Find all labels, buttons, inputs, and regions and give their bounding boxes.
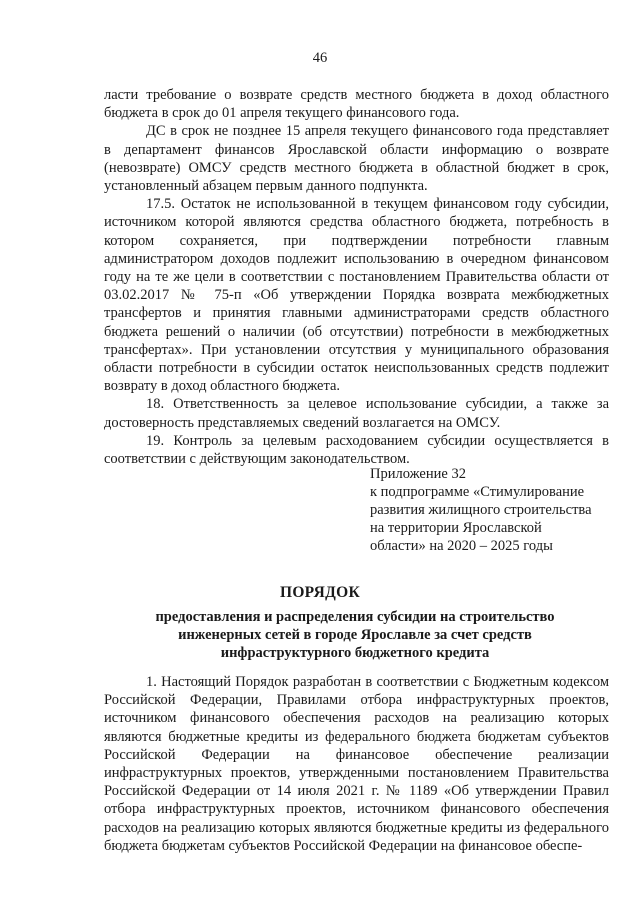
document-subtitle [120,608,590,662]
body-text-top [104,86,609,468]
document-title: ПОРЯДОК [279,584,361,601]
appendix-line: на территории Ярославской [370,520,542,536]
appendix-line: развития жилищного строительства [370,502,592,518]
appendix-line: области» на 2020 – 2025 годы [370,538,553,554]
subtitle-line: инфраструктурного бюджетного кредита [220,645,490,661]
paragraph-17-5: 17.5. Остаток не использованной в текущем финансовом году субсидии, источником которой являются средства областного бюджета, потребность в котором сохраняется, при подтверждении потребности главным администратором доходов подлежит использованию в очередном финансовом году на те же цели в соответствии с постановлением Правительства области от 03.02.2017 № 75-п «Об утверждении Порядка возврата межбюджетных трансфертов и принятия главными администраторами средств областного бюджета решений о наличии (об отсутствии) потребности в межбюджетных трансфертах». При установлении отсутствия у муниципального образования области потребности в субсидии остаток неиспользованных средств подлежит возврату в доход областного бюджета. [104,196,609,395]
appendix-line: Приложение 32 [370,466,466,482]
appendix-line: к подпрограмме «Стимулирование [370,484,585,500]
paragraph-19: 19. Контроль за целевым расходованием субсидии осуществляется в соответствии с действующим законодательством. [104,432,609,468]
body-text-bottom [104,673,609,855]
page-number: 46 [312,50,328,66]
subtitle-line: инженерных сетей в городе Ярославле за счет средств [178,627,532,643]
subtitle-line: предоставления и распределения субсидии на строительство [155,609,555,625]
paragraph-continuation: ласти требование о возврате средств местного бюджета в доход областного бюджета в срок до 01 апреля текущего финансового года. [104,87,609,122]
paragraph-18: 18. Ответственность за целевое использование субсидии, а также за достоверность представляемых сведений возлагается на ОМСУ. [104,396,609,431]
appendix-reference [370,465,610,555]
paragraph-1: 1. Настоящий Порядок разработан в соответствии с Бюджетным кодексом Российской Федерации, Правилами отбора инфраструктурных проектов, источником финансового обеспечения расходов на реализацию которых являются бюджетные кредиты из федерального бюджета бюджетам субъектов Российской Федерации на финансовое обеспечение реализации инфраструктурных проектов, утвержденными постановлением Правительства Российской Федерации от 14 июля 2021 г. № 1189 «Об утверждении Правил отбора инфраструктурных проектов, источником финансового обеспечения расходов на реализацию которых являются бюджетные кредиты из федерального бюджета бюджетам субъектов Российской Федерации на финансовое обеспе- [104,674,609,854]
paragraph-ds-report: ДС в срок не позднее 15 апреля текущего финансового года представляет в департамент финансов Ярославской области информацию о возврате (невозврате) ОМСУ средств местного бюджета в областной бюджет в срок, установленный абзацем первым данного подпункта. [104,123,609,195]
